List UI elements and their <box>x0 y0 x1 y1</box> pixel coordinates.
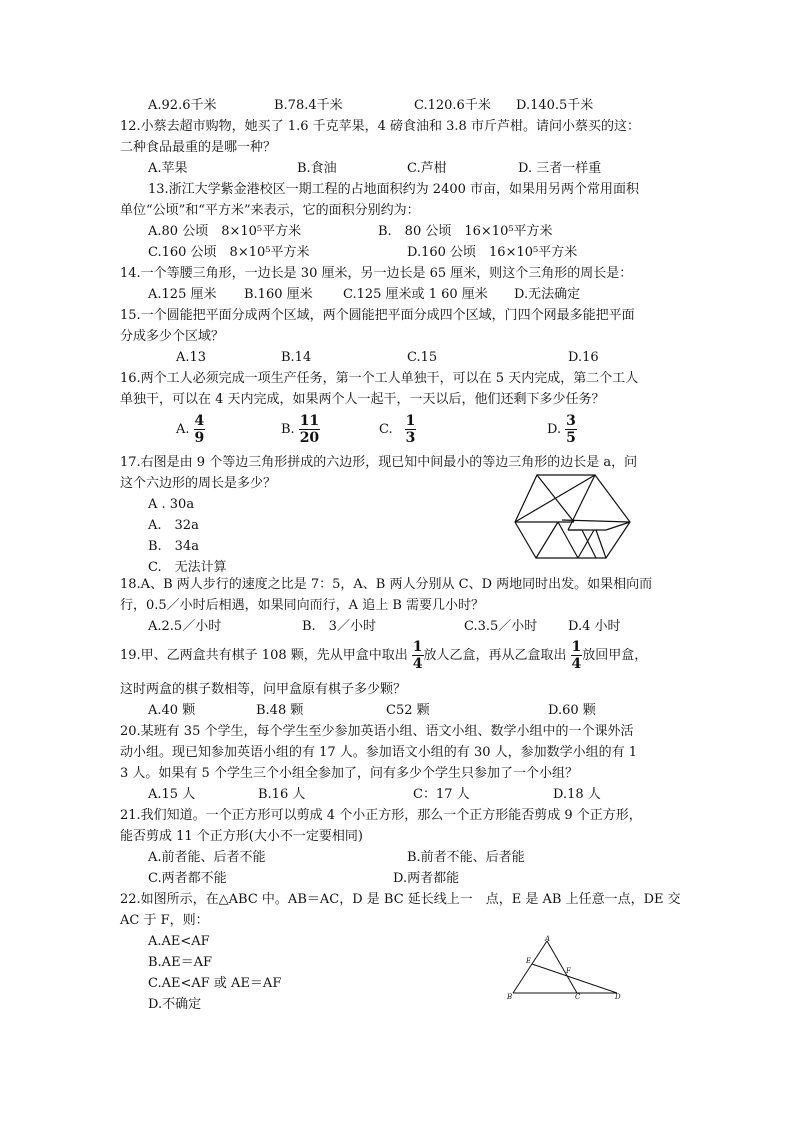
q22-stem-line2: AC 于 F，则： <box>120 913 209 928</box>
q19-stem-part1: 19.甲、乙两盒共有棋子 108 颗，先从甲盒中取出 <box>120 648 408 663</box>
figure-line <box>536 522 558 558</box>
fraction-denominator: 20 <box>299 430 320 446</box>
q20-option-c: C：17 人 <box>413 787 470 802</box>
fraction-denominator: 4 <box>571 656 582 672</box>
q19-option-a: A.40 颗 <box>148 703 196 718</box>
q16-option-d <box>547 410 577 450</box>
q20-option-d: D.18 人 <box>553 787 601 802</box>
figure-line <box>596 530 606 558</box>
q19-option-b: B.48 颗 <box>256 703 304 718</box>
q17-option-d: C. 无法计算 <box>148 560 227 575</box>
fraction-numerator: 1 <box>571 639 582 655</box>
q21-stem-line2: 能否剪成 11 个正方形(大小不一定要相同) <box>120 829 363 844</box>
q21-option-d: D.两者都能 <box>393 871 460 886</box>
q14-stem: 14.一个等腰三角形，一边长是 30 厘米，另一边长是 65 厘米，则这个三角形的周长是： <box>120 266 633 281</box>
q13-stem-line2: 单位“公顷”和“平方米”来表示，它的面积分别约为： <box>120 203 420 218</box>
q17-stem-line1: 17.右图是由 9 个等边三角形拼成的六边形，现已知中间最小的等边三角形的边长是 a，问 <box>120 455 638 470</box>
fraction-denominator: 5 <box>566 430 576 446</box>
q11-option-d: D.140.5千米 <box>516 98 594 113</box>
q16-option-d-label: D. <box>547 422 562 437</box>
q22-option-a: A.AE<AF <box>148 934 210 949</box>
q19-stem-part2: 放人乙盒，再从乙盒取出 <box>423 648 567 663</box>
fraction-numerator: 1 <box>412 639 423 655</box>
q15-option-b: B.14 <box>281 350 312 365</box>
q12-stem-line1: 12.小蔡去超市购物，她买了 1.6 千克苹果，4 磅食油和 3.8 市斤芦柑。请问小蔡买的这： <box>120 119 640 134</box>
q16-stem-line2: 单独干，可以在 4 天内完成，如果两个人一起干，一天以后，他们还剩下多少任务？ <box>120 392 605 407</box>
q21-option-b: B.前者不能、后者能 <box>407 850 525 865</box>
triangle-abc-figure <box>505 935 623 1001</box>
q16-fraction-b <box>299 413 320 446</box>
q11-option-b: B.78.4千米 <box>274 98 343 113</box>
q16-fraction-c <box>405 413 417 446</box>
hexagon-outline <box>515 475 630 558</box>
figure-line <box>547 941 577 993</box>
q16-option-b <box>281 410 320 450</box>
figure-label-a: A <box>545 935 551 943</box>
q20-stem-line2: 动小组。现已知参加英语小组的有 17 人。参加语文小组的有 30 人，参加数学小组的有 1 <box>120 745 638 760</box>
q11-option-c: C.120.6千米 <box>414 98 491 113</box>
q13-stem-line1: 13.浙江大学紫金港校区一期工程的占地面积约为 2400 市亩，如果用另两个常用面积 <box>148 182 640 197</box>
q18-option-c: C.3.5／小时 <box>464 619 538 634</box>
hexagon-triangles-figure <box>510 470 634 562</box>
q16-option-a-label: A. <box>176 422 190 437</box>
fraction-numerator: 11 <box>299 413 320 429</box>
figure-line <box>582 530 596 558</box>
q12-option-a: A.苹果 <box>148 161 188 176</box>
q15-option-d: D.16 <box>568 350 599 365</box>
q17-option-a: A . 30a <box>148 497 195 512</box>
q11-option-a: A.92.6千米 <box>148 98 217 113</box>
figure-label-e: E <box>526 957 532 965</box>
fraction-numerator: 1 <box>405 413 416 429</box>
q22-option-b: B.AE＝AF <box>148 955 212 970</box>
q14-option-a: A.125 厘米 <box>148 287 217 302</box>
q20-option-b: B.16 人 <box>258 787 306 802</box>
q14-option-d: D.无法确定 <box>514 287 581 302</box>
q12-option-b: B.食油 <box>297 161 337 176</box>
fraction-numerator: 3 <box>566 413 576 429</box>
q13-option-a: A.80 公顷 8×10⁵平方米 <box>148 224 302 239</box>
figure-line <box>537 475 574 522</box>
figure-line <box>558 522 578 558</box>
q13-option-d: D.160 公顷 16×10⁵平方米 <box>407 245 578 260</box>
q15-option-c: C.15 <box>407 350 438 365</box>
q19-fraction-second <box>571 639 583 672</box>
q15-stem-line1: 15.一个圆能把平面分成两个区域，两个圆能把平面分成四个区域，门四个网最多能把平面 <box>120 308 635 323</box>
q14-option-b: B.160 厘米 <box>244 287 313 302</box>
q12-option-c: C.芦柑 <box>407 161 447 176</box>
q14-option-c: C.125 厘米或 1 60 厘米 <box>343 287 488 302</box>
q20-stem-line3: 3 人。如果有 5 个学生三个小组全参加了，问有多少个学生只参加了一个小组？ <box>120 766 578 781</box>
q20-option-a: A.15 人 <box>148 787 196 802</box>
figure-label-d: D <box>615 993 621 1001</box>
q18-stem-line2: 行，0.5／小时后相遇，如果同向而行，A 追上 B 需要几小时？ <box>120 598 485 613</box>
q21-stem-line1: 21.我们知道。一个正方形可以剪成 4 个小正方形，那么一个正方形能否剪成 9 个正方形， <box>120 808 642 823</box>
q13-option-c: C.160 公顷 8×10⁵平方米 <box>148 245 310 260</box>
q21-option-c: C.两者都不能 <box>148 871 227 886</box>
q22-option-d: D.不确定 <box>148 997 202 1012</box>
figure-line <box>606 522 630 530</box>
q16-option-b-label: B. <box>281 422 295 437</box>
q16-option-a <box>176 410 205 450</box>
q16-option-c-label: C. <box>379 422 393 437</box>
fraction-denominator: 3 <box>405 430 416 446</box>
figure-line <box>578 530 594 558</box>
q15-option-a: A.13 <box>176 350 207 365</box>
q18-option-a: A.2.5／小时 <box>148 619 222 634</box>
q17-option-b: A. 32a <box>148 518 199 533</box>
q17-option-c: B. 34a <box>148 539 199 554</box>
fraction-denominator: 9 <box>194 430 205 446</box>
q12-option-d: D. 三者一样重 <box>518 161 602 176</box>
fraction-denominator: 4 <box>412 656 423 672</box>
fraction-numerator: 4 <box>194 413 205 429</box>
q15-stem-line2: 分成多少个区域？ <box>120 329 225 344</box>
q16-fraction-d <box>565 413 577 446</box>
q18-stem-line1: 18.A、B 两人步行的速度之比是 7：5，A、B 两人分别从 C、D 两地同时出发。如果相向而 <box>120 577 653 592</box>
q19-option-c: C52 颗 <box>386 703 430 718</box>
q18-option-d: D.4 小时 <box>568 619 621 634</box>
q16-option-c <box>379 410 416 450</box>
q13-option-b: B. 80 公顷 16×10⁵平方米 <box>378 224 553 239</box>
figure-label-f: F <box>566 967 571 975</box>
q18-option-b: B. 3／小时 <box>302 619 376 634</box>
q19-stem-part3: 放回甲盒， <box>582 648 648 663</box>
q16-fraction-a <box>194 413 206 446</box>
q16-stem-line1: 16.两个工人必须完成一项生产任务，第一个工人单独干，可以在 5 天内完成，第二个工人 <box>120 371 639 386</box>
q20-stem-line1: 20.某班有 35 个学生，每个学生至少参加英语小组、语文小组、数学小组中的一个课外活 <box>120 724 634 739</box>
q19-stem-line1 <box>120 636 647 676</box>
q17-stem-line2: 这个六边形的周长是多少？ <box>120 476 277 491</box>
figure-label-b: B <box>507 993 513 1001</box>
q21-option-a: A.前者能、后者不能 <box>148 850 266 865</box>
figure-label-c: C <box>575 993 581 1001</box>
q22-stem-line1: 22.如图所示，在△ABC 中。AB＝AC，D 是 BC 延长线上一 点，E 是 AB 上任意一点，DE 交 <box>120 892 681 907</box>
q22-option-c: C.AE<AF 或 AE＝AF <box>148 976 282 991</box>
q19-stem-line2: 这时两盒的棋子数相等，问甲盒原有棋子多少颗？ <box>120 682 407 697</box>
q12-stem-line2: 二种食品最重的是哪一种？ <box>120 140 277 155</box>
q19-option-d: D.60 颗 <box>548 703 596 718</box>
q19-fraction-first <box>412 639 424 672</box>
